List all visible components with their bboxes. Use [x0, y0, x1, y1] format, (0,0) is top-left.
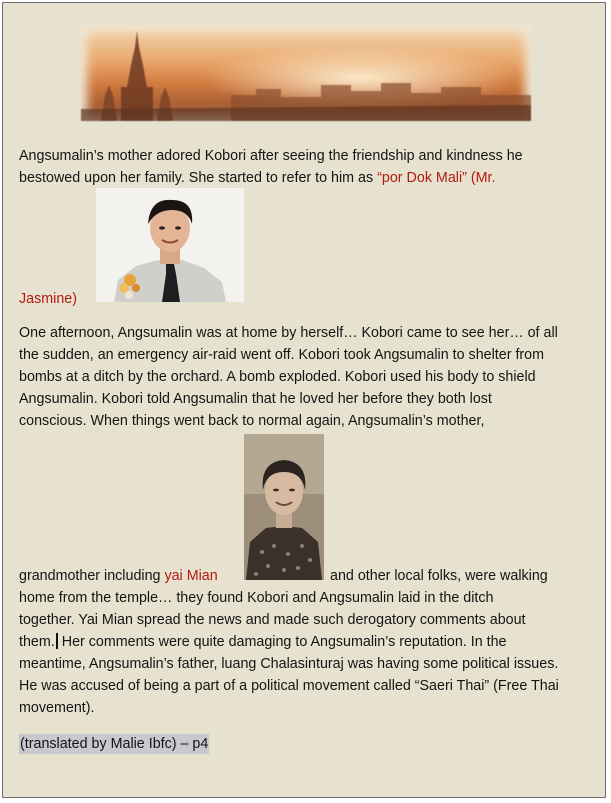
- paragraph-2-line-1: One afternoon, Angsumalin was at home by herself… Kobori came to see her… of all: [19, 325, 558, 341]
- temple-sunset-image: [81, 25, 531, 121]
- paragraph-1-text: bestowed upon her family. She started to refer to him as: [19, 170, 378, 186]
- paragraph-3-line-4: [19, 631, 601, 653]
- paragraph-3-text: them.: [19, 634, 55, 650]
- nickname-highlight: “por Dok Mali” (Mr.: [377, 170, 496, 186]
- paragraph-2-line-3: bombs at a ditch by the orchard. A bomb exploded. Kobori used his body to shield: [19, 369, 536, 385]
- paragraph-3-line-1: [19, 565, 601, 587]
- paragraph-3-line-6: He was accused of being a part of a political movement called “Saeri Thai” (Free Thai: [19, 678, 559, 694]
- paragraph-3-text: Her comments were quite damaging to Angsumalin’s reputation. In the: [57, 634, 507, 650]
- paragraph-3-text-after-photo: and other local folks, were walking: [330, 568, 548, 584]
- paragraph-1-line-1: Angsumalin’s mother adored Kobori after seeing the friendship and kindness he: [19, 148, 523, 164]
- temple-sunset-banner-image: [81, 25, 531, 121]
- nickname-highlight-continued: Jasmine): [19, 291, 77, 307]
- paragraph-1-line-2: [19, 167, 601, 189]
- translation-credit: (translated by Malie Ibfc) – p4: [20, 736, 209, 752]
- paragraph-3-line-3: together. Yai Mian spread the news and made such derogatory comments about: [19, 612, 526, 628]
- paragraph-2-line-4: Angsumalin. Kobori told Angsumalin that he loved her before they both lost: [19, 391, 492, 407]
- yai-mian-name: yai Mian: [164, 568, 218, 584]
- paragraph-3-line-5: meantime, Angsumalin’s father, luang Chalasinturaj was having some political issues.: [19, 656, 559, 672]
- paragraph-2-line-5: conscious. When things went back to normal again, Angsumalin’s mother,: [19, 413, 485, 429]
- kobori-photo: [96, 188, 244, 302]
- actor-portrait-photo: [96, 188, 244, 302]
- paragraph-3-line-7: movement).: [19, 700, 95, 716]
- paragraph-3-line-2: home from the temple… they found Kobori and Angsumalin laid in the ditch: [19, 590, 494, 606]
- document-page: [2, 2, 606, 798]
- elderly-woman-portrait-photo: [244, 434, 324, 580]
- paragraph-3-text: grandmother including: [19, 568, 165, 584]
- paragraph-2-line-2: the sudden, an emergency air-raid went off. Kobori took Angsumalin to shelter from: [19, 347, 545, 363]
- yai-mian-photo: [244, 434, 324, 580]
- paragraph-1-line-3: [19, 288, 601, 310]
